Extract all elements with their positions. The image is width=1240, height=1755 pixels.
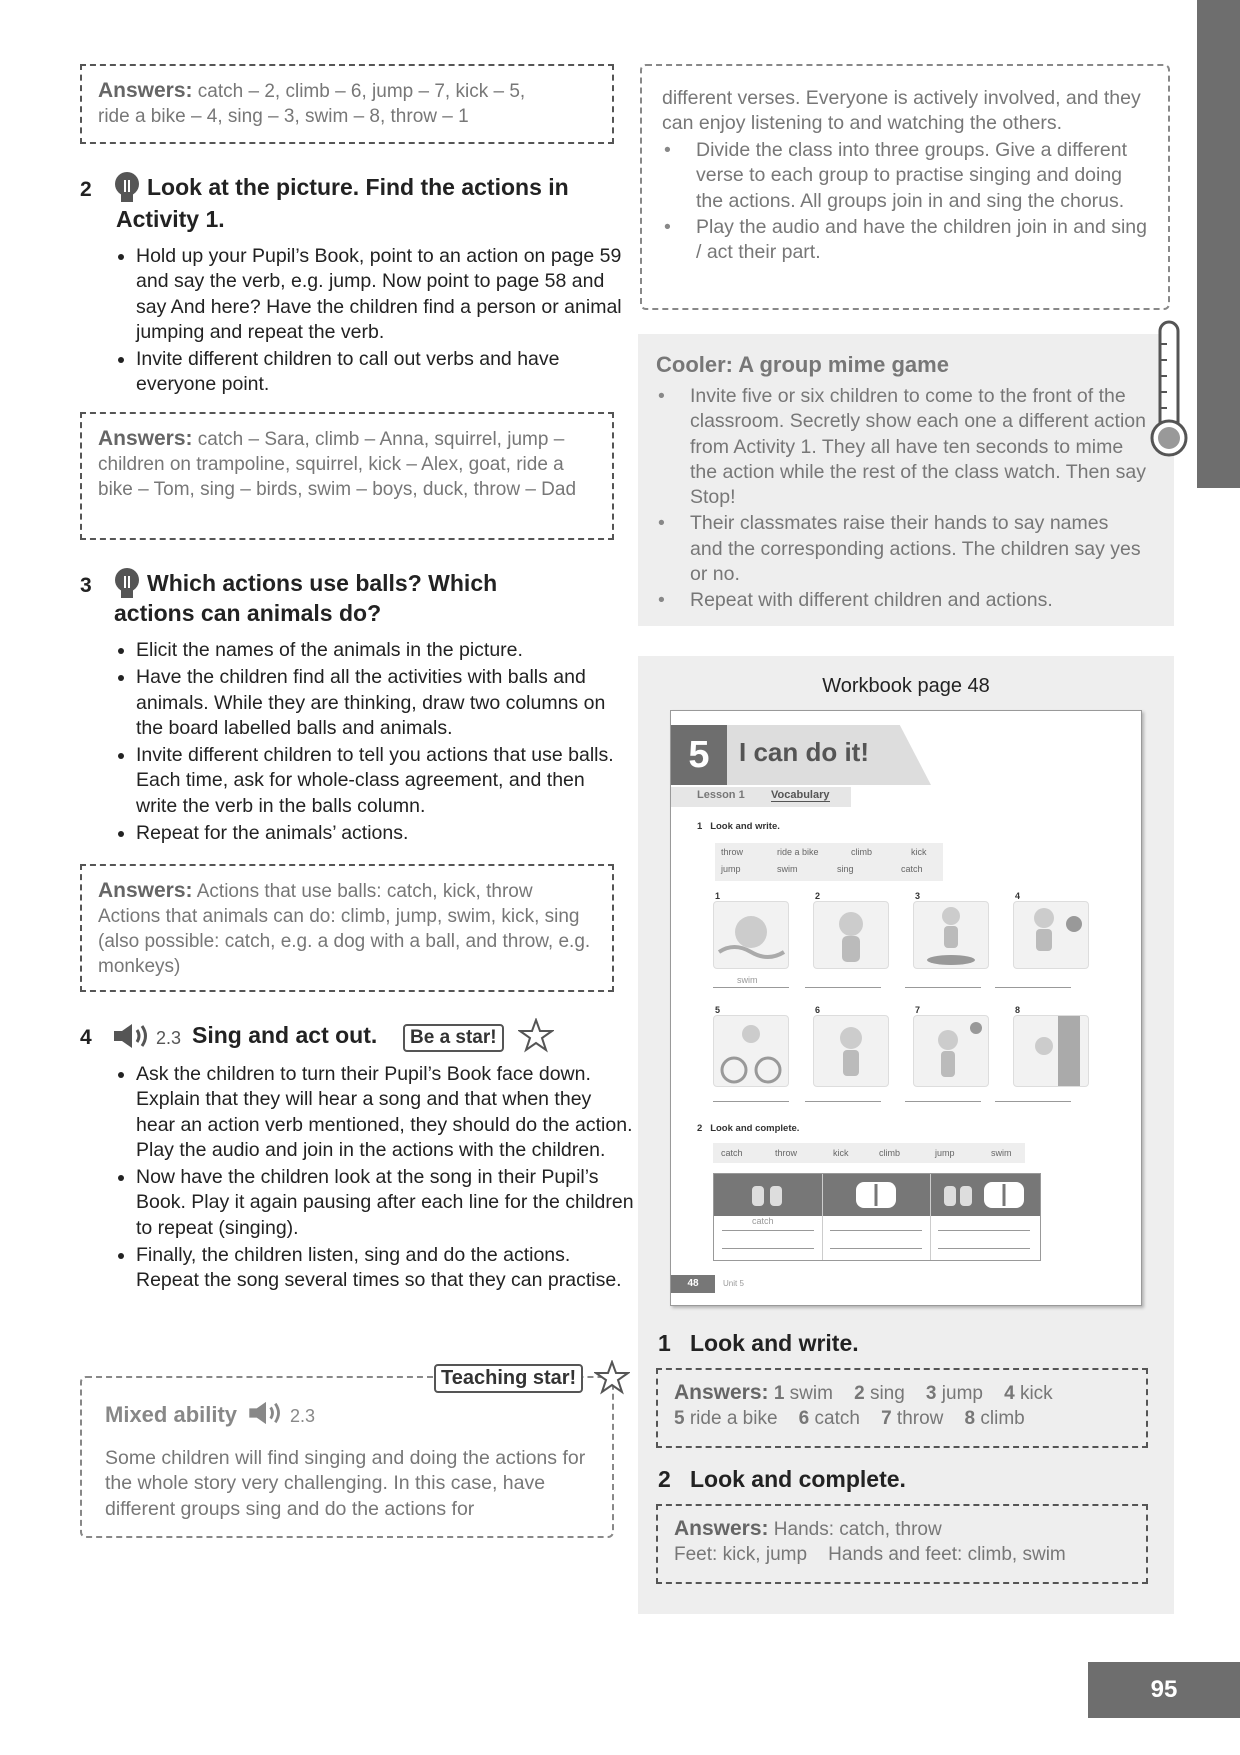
side-tab bbox=[1197, 0, 1240, 488]
activity-title: Which actions use balls? Which bbox=[147, 570, 498, 596]
sample-answer: swim bbox=[737, 975, 758, 985]
star-icon bbox=[594, 1360, 630, 1396]
answer-item: 8 climb bbox=[964, 1408, 1025, 1429]
bullet-item: • Now have the children look at the song in their Pupil’s Book. Play it again pausing after each line for the children to repeat (singing). bbox=[136, 1165, 634, 1241]
mini-page-number: 48 bbox=[671, 1275, 715, 1293]
answers-box-2 bbox=[80, 412, 614, 540]
unit-number: 5 bbox=[671, 725, 727, 785]
answer-item: 3 jump bbox=[925, 1383, 983, 1404]
speaker-icon bbox=[246, 1400, 286, 1426]
bullet-item: • Their classmates raise their hands to say names and the corresponding actions. The children say yes or no. bbox=[654, 511, 1146, 587]
track-number: 2.3 bbox=[156, 1028, 182, 1048]
activity-number: 3 bbox=[80, 574, 92, 597]
workbook-heading: Workbook page 48 bbox=[822, 675, 990, 697]
activity-bullets bbox=[116, 244, 624, 400]
sample-answer: catch bbox=[752, 1216, 774, 1226]
picture-kick bbox=[1013, 901, 1089, 969]
answer-item: 4 kick bbox=[1004, 1383, 1053, 1404]
bullet-item: • Play the audio and have the children join in and sing / act their part. bbox=[660, 215, 1150, 266]
activity-number: 4 bbox=[80, 1026, 92, 1049]
page-number: 95 bbox=[1088, 1662, 1240, 1718]
answers-label: Answers: bbox=[98, 879, 193, 902]
activity-bullets bbox=[116, 1062, 634, 1296]
wb-answers-box-1 bbox=[656, 1368, 1148, 1448]
thermometer-icon bbox=[1148, 318, 1190, 460]
bullet-item: • Repeat with different children and actions. bbox=[654, 588, 1146, 613]
word-box: throw ride a bike climb kick jump swim sing catch bbox=[715, 843, 943, 881]
activity-bullets bbox=[116, 638, 624, 848]
mini-footer: Unit 5 bbox=[723, 1279, 744, 1288]
picture-catch bbox=[813, 1015, 889, 1087]
hands-feet-table bbox=[713, 1173, 1041, 1261]
bullet-item: • Hold up your Pupil’s Book, point to an action on page 59 and say the verb, e.g. jump. Now point to page 58 and say And here? Have the children find a person or animal jumping and repeat the verb. bbox=[136, 244, 624, 345]
picture-jump bbox=[913, 901, 989, 969]
activity-title: actions can animals do? bbox=[114, 600, 382, 626]
word-box-2: catch throw kick climb jump swim bbox=[713, 1143, 1025, 1163]
picture-ride-a-bike bbox=[713, 1015, 789, 1087]
lightbulb-icon bbox=[113, 172, 141, 206]
workbook-thumbnail bbox=[670, 710, 1142, 1306]
bullet-item: • Invite different children to tell you actions that use balls. Each time, ask for whole-class agreement, and then write the verb in the balls column. bbox=[136, 743, 624, 819]
answers-label: Answers: bbox=[674, 1381, 769, 1404]
activity-number: 2 bbox=[80, 178, 92, 201]
answers-text: ride a bike – 4, sing – 3, swim – 8, throw – 1 bbox=[98, 106, 469, 127]
answers-box-3 bbox=[80, 864, 614, 992]
speaker-icon bbox=[112, 1022, 152, 1050]
bullet-item: • Ask the children to turn their Pupil’s Book face down. Explain that they will hear a song and that when they hear an action verb mentioned, they should do the action. Play the audio and join in the actions with the children. bbox=[136, 1062, 634, 1163]
be-a-star-badge: Be a star! bbox=[403, 1024, 504, 1052]
hands-and-feet-icon bbox=[942, 1180, 1032, 1210]
cooler-title: Cooler: A group mime game bbox=[656, 352, 949, 377]
bullet-item: • Invite different children to call out verbs and have everyone point. bbox=[136, 347, 624, 398]
answers-label: Answers: bbox=[674, 1517, 769, 1540]
teaching-star-badge: Teaching star! bbox=[434, 1364, 583, 1393]
mixed-ability-title: Mixed ability bbox=[105, 1402, 238, 1427]
answers-text: catch – 2, climb – 6, jump – 7, kick – 5, bbox=[192, 81, 526, 102]
activity-title: Sing and act out. bbox=[192, 1022, 378, 1048]
answers-text: Feet: kick, jump Hands and feet: climb, swim bbox=[674, 1544, 1066, 1565]
star-icon bbox=[518, 1018, 554, 1054]
bullet-item: • Divide the class into three groups. Give a different verse to each group to practise singing and doing the actions. All groups join in and sing the chorus. bbox=[660, 138, 1150, 214]
wb-exercise-1-heading: 1 Look and write. bbox=[658, 1330, 859, 1356]
answers-label: Answers: bbox=[98, 79, 193, 102]
track-number: 2.3 bbox=[289, 1406, 315, 1426]
unit-title: I can do it! bbox=[739, 737, 869, 767]
answers-box-1 bbox=[80, 64, 614, 144]
picture-swim bbox=[713, 901, 789, 969]
bullet-item: • Have the children find all the activities with balls and animals. While they are thinking, draw two columns on the board labelled balls and animals. bbox=[136, 665, 624, 741]
answers-text: Hands: catch, throw bbox=[768, 1519, 942, 1540]
answer-item: 5 ride a bike bbox=[674, 1408, 778, 1429]
answers-text: catch – Sara, climb – Anna, squirrel, jump – children on trampoline, squirrel, kick – Alex, goat, ride a bike – Tom, sing – birds, swim – boys, duck, throw – Dad bbox=[98, 429, 577, 500]
bullet-item: • Finally, the children listen, sing and do the actions. Repeat the song several times so that they can practise. bbox=[136, 1243, 634, 1294]
bullet-item: • Repeat for the animals’ actions. bbox=[136, 821, 624, 846]
wb-answers-box-2 bbox=[656, 1504, 1148, 1584]
lesson-label: Lesson 1 bbox=[697, 789, 745, 801]
bullet-item: • Invite five or six children to come to the front of the classroom. Secretly show each one a different action from Activity 1. They all have ten seconds to mime the action while the rest of the class watch. Then say Stop! bbox=[654, 384, 1146, 510]
answers-text: Actions that use balls: catch, kick, throw Actions that animals can do: climb, jump, swim, kick, sing (also possible: catch, e.g. a dog with a ball, and throw, e.g. monkeys) bbox=[98, 881, 591, 977]
answers-label: Answers: bbox=[98, 427, 193, 450]
mini-exercise-1: 1 Look and write. bbox=[697, 821, 780, 832]
wb-exercise-2-heading: 2 Look and complete. bbox=[658, 1466, 906, 1492]
picture-grid: 1 2 3 4 swim 5 6 7 8 bbox=[713, 891, 1125, 1131]
picture-climb bbox=[1013, 1015, 1089, 1087]
answer-item: 6 catch bbox=[798, 1408, 860, 1429]
lesson-topic: Vocabulary bbox=[771, 789, 830, 801]
hands-icon bbox=[748, 1180, 788, 1210]
cooler-bullets bbox=[654, 384, 1146, 615]
feet-icon bbox=[852, 1180, 900, 1210]
mini-exercise-2: 2 Look and complete. bbox=[697, 1123, 800, 1134]
mixed-ability-heading bbox=[105, 1400, 315, 1428]
continued-text: different verses. Everyone is actively involved, and they can enjoy listening to and watching the others. bbox=[662, 87, 1141, 135]
answer-item: 2 sing bbox=[854, 1383, 905, 1404]
bullet-item: • Elicit the names of the animals in the picture. bbox=[136, 638, 624, 663]
answer-item: 1 swim bbox=[773, 1383, 833, 1404]
continued-bullets bbox=[660, 138, 1150, 266]
mixed-ability-text: Some children will find singing and doing the actions for the whole story very challenging. In this case, have different groups sing and do the actions for bbox=[105, 1447, 586, 1520]
answer-item: 7 throw bbox=[881, 1408, 944, 1429]
activity-title: Activity 1. bbox=[116, 206, 225, 232]
picture-throw bbox=[913, 1015, 989, 1087]
lightbulb-icon bbox=[113, 568, 141, 602]
picture-sing bbox=[813, 901, 889, 969]
activity-title: Look at the picture. Find the actions in bbox=[147, 174, 569, 200]
